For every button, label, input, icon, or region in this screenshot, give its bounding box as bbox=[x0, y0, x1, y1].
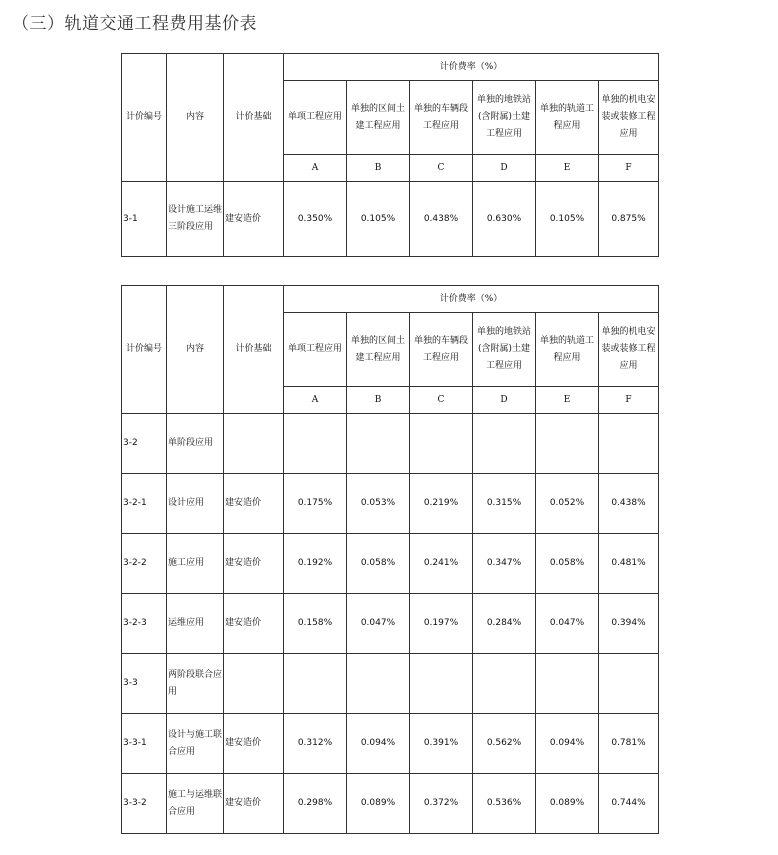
rate-cell bbox=[473, 414, 536, 474]
row-basis: 建安造价 bbox=[224, 534, 284, 594]
row-content: 设计施工运维三阶段应用 bbox=[167, 182, 224, 257]
row-basis: 建安造价 bbox=[224, 182, 284, 257]
column-name: 单独的机电安装或装修工程应用 bbox=[599, 313, 659, 387]
rate-cell bbox=[284, 414, 347, 474]
rate-table-1 bbox=[121, 53, 659, 257]
row-content: 设计应用 bbox=[167, 474, 224, 534]
row-basis: 建安造价 bbox=[224, 474, 284, 534]
row-basis bbox=[224, 654, 284, 714]
row-content: 单阶段应用 bbox=[167, 414, 224, 474]
row-content: 施工应用 bbox=[167, 534, 224, 594]
column-name: 单独的车辆段工程应用 bbox=[410, 81, 473, 155]
column-name: 单独的地铁站(含附属)土建工程应用 bbox=[473, 81, 536, 155]
column-name: 单独的轨道工程应用 bbox=[536, 313, 599, 387]
rate-cell: 0.089% bbox=[536, 774, 599, 834]
row-code: 3-2-3 bbox=[122, 594, 167, 654]
row-code: 3-2-2 bbox=[122, 534, 167, 594]
table-row bbox=[122, 594, 659, 654]
rate-cell: 0.438% bbox=[599, 474, 659, 534]
rate-cell: 0.284% bbox=[473, 594, 536, 654]
header-content: 内容 bbox=[167, 54, 224, 182]
rate-cell bbox=[410, 414, 473, 474]
column-name: 单独的区间土建工程应用 bbox=[347, 81, 410, 155]
rate-cell: 0.241% bbox=[410, 534, 473, 594]
column-name: 单项工程应用 bbox=[284, 81, 347, 155]
header-code: 计价编号 bbox=[122, 286, 167, 414]
rate-cell bbox=[347, 654, 410, 714]
header-content: 内容 bbox=[167, 286, 224, 414]
rate-cell: 0.347% bbox=[473, 534, 536, 594]
header-basis: 计价基础 bbox=[224, 286, 284, 414]
rate-table-2 bbox=[121, 285, 659, 834]
rate-cell: 0.192% bbox=[284, 534, 347, 594]
column-letter: F bbox=[599, 155, 659, 182]
header-rate-group: 计价费率（%） bbox=[284, 286, 659, 313]
rate-cell: 0.536% bbox=[473, 774, 536, 834]
rate-cell: 0.372% bbox=[410, 774, 473, 834]
table-row bbox=[122, 414, 659, 474]
rate-cell bbox=[536, 654, 599, 714]
row-content: 施工与运维联合应用 bbox=[167, 774, 224, 834]
table-row bbox=[122, 182, 659, 257]
rate-cell: 0.197% bbox=[410, 594, 473, 654]
column-name: 单独的车辆段工程应用 bbox=[410, 313, 473, 387]
header-rate-group: 计价费率（%） bbox=[284, 54, 659, 81]
rate-cell: 0.089% bbox=[347, 774, 410, 834]
column-letter: A bbox=[284, 387, 347, 414]
rate-cell: 0.630% bbox=[473, 182, 536, 257]
rate-cell: 0.315% bbox=[473, 474, 536, 534]
table-row bbox=[122, 474, 659, 534]
row-basis bbox=[224, 414, 284, 474]
rate-cell bbox=[284, 654, 347, 714]
rate-cell: 0.052% bbox=[536, 474, 599, 534]
row-basis: 建安造价 bbox=[224, 594, 284, 654]
rate-cell: 0.298% bbox=[284, 774, 347, 834]
row-code: 3-2 bbox=[122, 414, 167, 474]
rate-cell: 0.047% bbox=[536, 594, 599, 654]
row-content: 设计与施工联合应用 bbox=[167, 714, 224, 774]
rate-cell: 0.744% bbox=[599, 774, 659, 834]
row-code: 3-3-2 bbox=[122, 774, 167, 834]
rate-cell bbox=[536, 414, 599, 474]
rate-cell: 0.391% bbox=[410, 714, 473, 774]
rate-cell: 0.105% bbox=[536, 182, 599, 257]
column-letter: C bbox=[410, 387, 473, 414]
rate-cell: 0.094% bbox=[536, 714, 599, 774]
table-row bbox=[122, 654, 659, 714]
rate-cell: 0.394% bbox=[599, 594, 659, 654]
rate-cell: 0.781% bbox=[599, 714, 659, 774]
row-basis: 建安造价 bbox=[224, 714, 284, 774]
rate-cell bbox=[473, 654, 536, 714]
rate-cell: 0.053% bbox=[347, 474, 410, 534]
rate-cell: 0.047% bbox=[347, 594, 410, 654]
column-letter: B bbox=[347, 155, 410, 182]
column-name: 单独的区间土建工程应用 bbox=[347, 313, 410, 387]
rate-cell: 0.350% bbox=[284, 182, 347, 257]
row-code: 3-2-1 bbox=[122, 474, 167, 534]
column-letter: C bbox=[410, 155, 473, 182]
row-basis: 建安造价 bbox=[224, 774, 284, 834]
rate-cell: 0.562% bbox=[473, 714, 536, 774]
rate-cell bbox=[347, 414, 410, 474]
rate-cell bbox=[599, 414, 659, 474]
column-letter: D bbox=[473, 387, 536, 414]
column-letter: E bbox=[536, 387, 599, 414]
column-letter: E bbox=[536, 155, 599, 182]
column-name: 单独的地铁站(含附属)土建工程应用 bbox=[473, 313, 536, 387]
row-code: 3-1 bbox=[122, 182, 167, 257]
header-row bbox=[122, 286, 659, 313]
page-heading: （三）轨道交通工程费用基价表 bbox=[12, 14, 257, 34]
table-row bbox=[122, 714, 659, 774]
column-letter: D bbox=[473, 155, 536, 182]
column-name: 单独的机电安装或装修工程应用 bbox=[599, 81, 659, 155]
column-letter: A bbox=[284, 155, 347, 182]
column-name: 单独的轨道工程应用 bbox=[536, 81, 599, 155]
table-row bbox=[122, 534, 659, 594]
row-content: 运维应用 bbox=[167, 594, 224, 654]
rate-cell: 0.105% bbox=[347, 182, 410, 257]
rate-cell: 0.175% bbox=[284, 474, 347, 534]
header-code: 计价编号 bbox=[122, 54, 167, 182]
column-name: 单项工程应用 bbox=[284, 313, 347, 387]
rate-cell: 0.158% bbox=[284, 594, 347, 654]
rate-cell: 0.058% bbox=[536, 534, 599, 594]
rate-cell: 0.875% bbox=[599, 182, 659, 257]
rate-cell: 0.438% bbox=[410, 182, 473, 257]
rate-cell: 0.481% bbox=[599, 534, 659, 594]
table-row bbox=[122, 774, 659, 834]
column-letter: F bbox=[599, 387, 659, 414]
row-code: 3-3 bbox=[122, 654, 167, 714]
header-basis: 计价基础 bbox=[224, 54, 284, 182]
column-letter: B bbox=[347, 387, 410, 414]
rate-cell: 0.312% bbox=[284, 714, 347, 774]
rate-cell bbox=[599, 654, 659, 714]
row-content: 两阶段联合应用 bbox=[167, 654, 224, 714]
header-row bbox=[122, 54, 659, 81]
rate-cell bbox=[410, 654, 473, 714]
rate-cell: 0.094% bbox=[347, 714, 410, 774]
rate-cell: 0.058% bbox=[347, 534, 410, 594]
rate-cell: 0.219% bbox=[410, 474, 473, 534]
row-code: 3-3-1 bbox=[122, 714, 167, 774]
